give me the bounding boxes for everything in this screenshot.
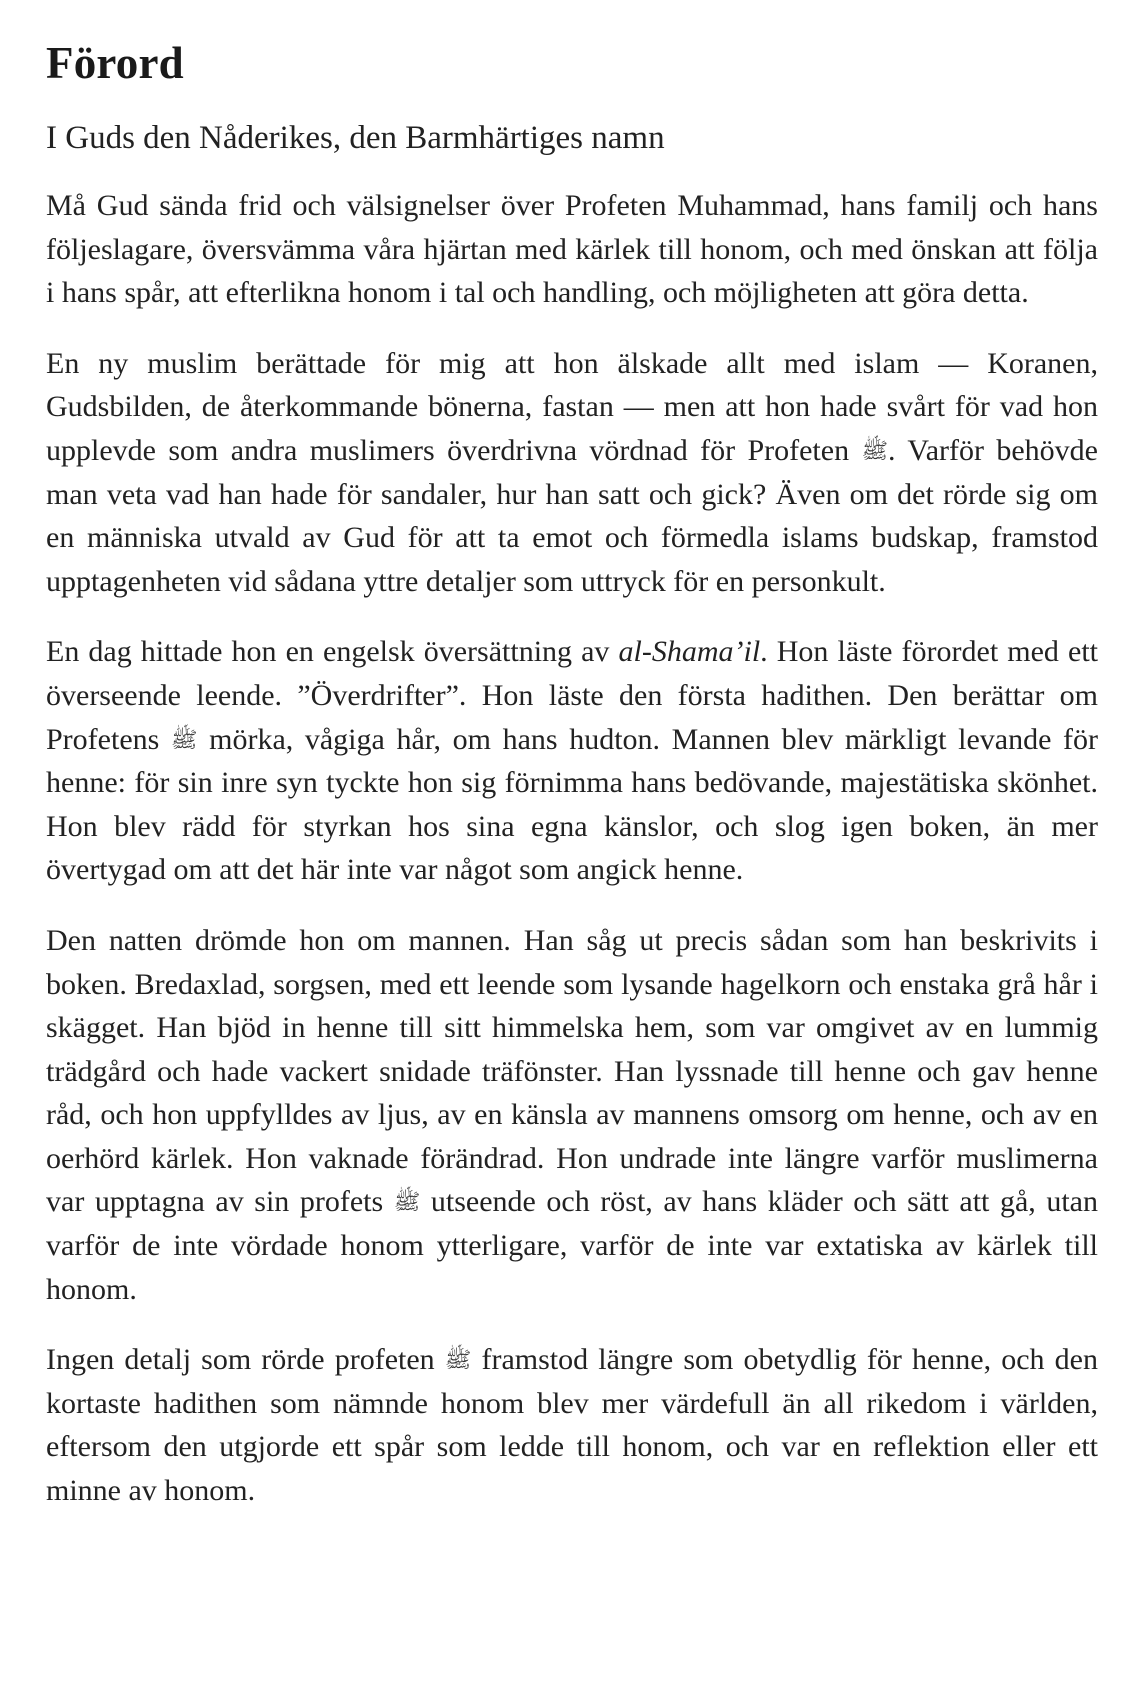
paragraph-3-text-c: mörka, vågiga hår, om hans hudton. Mannen blev märkligt levande för henne: för sin inre syn tyckte hon sig förnimma hans bedövande, majestätiska skönhet. Hon blev rädd för styrkan hos sina egna känslor, och slog igen boken, än mer övertygad om att det här inte var något som angick henne. <box>46 722 1098 887</box>
honorific-icon: ﷺ <box>444 1348 472 1374</box>
paragraph-4 <box>46 919 1098 1311</box>
honorific-icon: ﷺ <box>170 727 198 753</box>
page-title: Förord <box>46 38 184 88</box>
paragraph-1: Må Gud sända frid och välsignelser över Profeten Muhammad, hans familj och hans följeslagare, översvämma våra hjärtan med kärlek till honom, och med önskan att följa i hans spår, att efterlikna honom i tal och handling, och möjligheten att göra detta. <box>46 189 1098 310</box>
paragraph-5-text-b: framstod längre som obetydlig för henne, och den kortaste hadithen som nämnde honom blev mer värdefull än all rikedom i världen, eftersom den utgjorde ett spår som ledde till honom, och var en reflektion eller ett minne av honom. <box>46 1343 1098 1508</box>
paragraph-5 <box>46 1338 1098 1512</box>
paragraph-2-text-b: . Varför behövde man veta vad han hade för sandaler, hur han satt och gick? Även om det rörde sig om en människa utvald av Gud för att ta emot och förmedla islams budskap, framstod upptagenheten vid sådana yttre detaljer som uttryck för en personkult. <box>46 433 1098 598</box>
paragraph-5-text-a: Ingen detalj som rörde profeten <box>46 1343 445 1377</box>
paragraph-4-text-b: utseende och röst, av hans kläder och sätt att gå, utan varför de inte vördade honom ytterligare, varför de inte var extatiska av kärlek till honom. <box>46 1185 1098 1306</box>
paragraph-3-text-a: En dag hittade hon en engelsk översättning av <box>46 635 619 669</box>
invocation-line: I Guds den Nåderikes, den Barmhärtiges namn <box>46 120 665 156</box>
book-title: al-Shama’il <box>618 635 761 669</box>
paragraph-4-text-a: Den natten drömde hon om mannen. Han såg ut precis sådan som han beskrivits i boken. Bredaxlad, sorgsen, med ett leende som lysande hagelkorn och enstaka grå hår i skägget. Han bjöd in henne till sitt himmelska hem, som var omgivet av en lummig trädgård och hade vackert snidade träfönster. Han lyssnade till henne och gav henne råd, och hon uppfylldes av ljus, av en känsla av mannens omsorg om henne, och av en oerhörd kärlek. Hon vaknade förändrad. Hon undrade inte längre varför muslimerna var upptagna av sin profets <box>46 923 1098 1219</box>
paragraph-3 <box>46 630 1098 892</box>
paragraph-3-text-b: . Hon läste förordet med ett överseende leende. ”Överdrifter”. Hon läste den första hadithen. Den berättar om Profetens <box>46 635 1098 756</box>
honorific-icon: ﷺ <box>861 438 889 464</box>
paragraph-2 <box>46 342 1098 604</box>
honorific-icon: ﷺ <box>393 1190 421 1216</box>
paragraph-2-text-a: En ny muslim berättade för mig att hon älskade allt med islam — Koranen, Gudsbilden, de återkommande bönerna, fastan — men att hon hade svårt för vad hon upplevde som andra muslimers överdrivna vördnad för Profeten <box>46 346 1098 467</box>
